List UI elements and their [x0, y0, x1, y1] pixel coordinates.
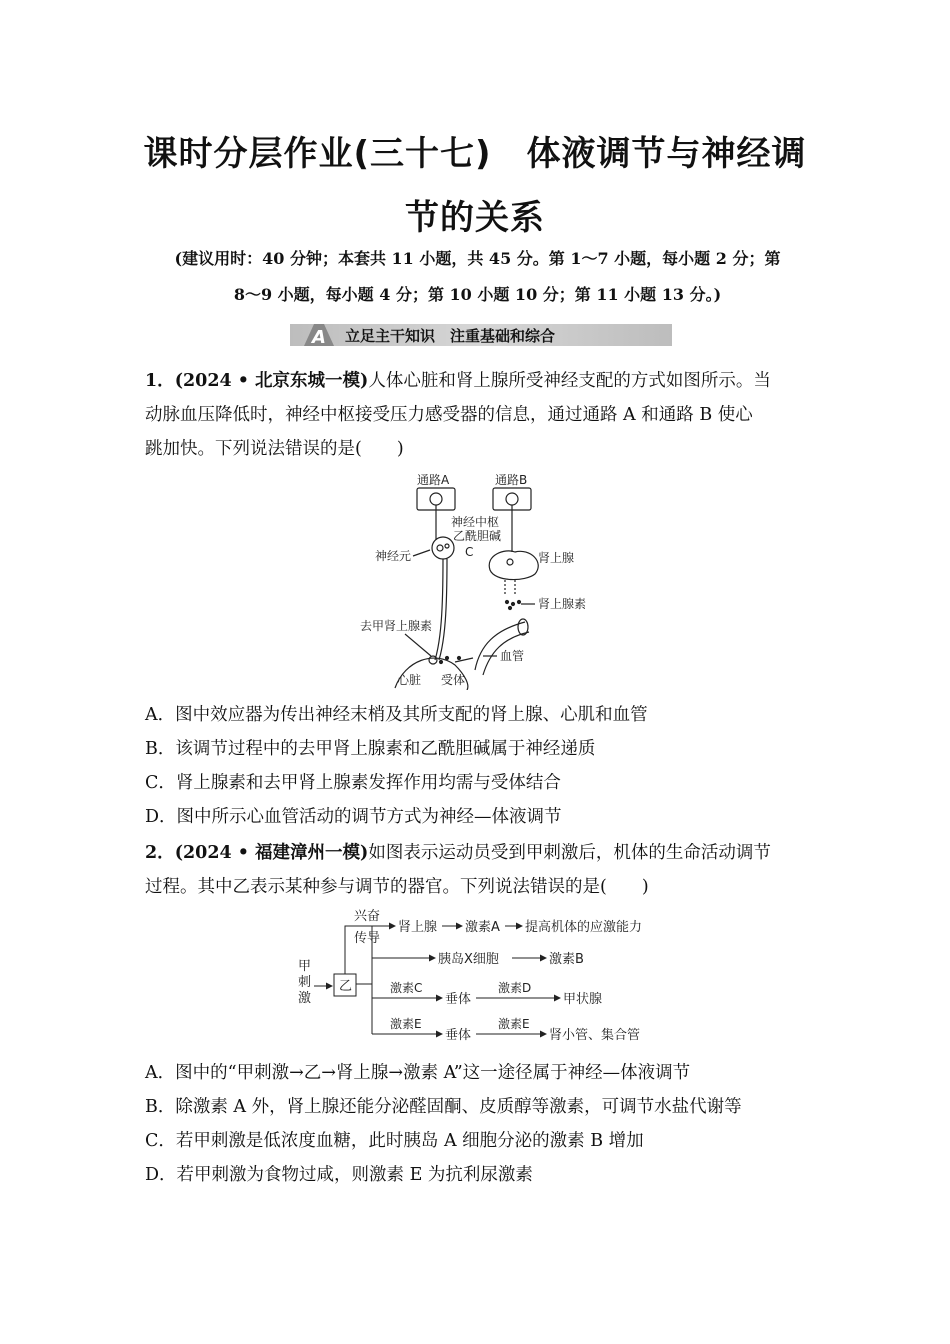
adrenal-label: 肾上腺: [398, 920, 438, 935]
norepinephrine-dot: [458, 657, 461, 660]
stimulus-char3: 激: [298, 991, 312, 1006]
chromaffin-cell-icon: [507, 559, 513, 565]
q2-figure: [290, 906, 670, 1054]
q2-line1: [145, 836, 810, 870]
heart-label: 心脏: [397, 673, 422, 687]
q1-text1: 人体心脏和肾上腺所受神经支配的方式如图所示。当: [368, 371, 771, 391]
epinephrine-dot: [509, 607, 512, 610]
blood-vessel-icon: [518, 619, 528, 635]
q2-text1: 如图表示运动员受到甲刺激后，机体的生命活动调节: [368, 843, 771, 863]
islet-label: 胰岛X细胞: [438, 952, 499, 967]
stimulus-char2: 刺: [298, 975, 312, 990]
epinephrine-dot: [512, 603, 515, 606]
organ-label: 乙: [339, 979, 353, 994]
pituitary1-label: 垂体: [445, 992, 472, 1007]
neuron-body-icon: [445, 544, 449, 548]
synapse-icon: [429, 656, 437, 664]
norepinephrine-pointer: [405, 634, 431, 656]
q1-source: (2024 • 北京东城一模): [174, 371, 369, 391]
hormone-d-label: 激素D: [498, 981, 532, 995]
time-note-line1: (建议用时：40 分钟；本套共 11 小题，共 45 分。第 1～7 小题，每小题 2 分；第: [174, 249, 781, 268]
hormone-c-label: 激素C: [390, 981, 423, 995]
q1-option-d: D．图中所示心血管活动的调节方式为神经—体液调节: [145, 807, 562, 827]
hormone-e2-label: 激素E: [498, 1017, 530, 1031]
excite-label: 兴奋: [354, 909, 381, 924]
effect-a-label: 提高机体的应激能力: [525, 920, 643, 935]
q1-number: 1．: [145, 371, 175, 391]
path-a-label: 通路A: [417, 473, 450, 487]
hormone-b-label: 激素B: [549, 952, 584, 967]
q2-text2: 过程。其中乙表示某种参与调节的器官。下列说法错误的是( ): [145, 877, 649, 897]
q2-source: (2024 • 福建漳州一模): [174, 843, 369, 863]
section-banner: [290, 322, 672, 348]
time-note-line2: 8～9 小题，每小题 4 分；第 10 小题 10 分；第 11 小题 13 分。): [233, 285, 722, 304]
q2-option-d: D．若甲刺激为食物过咸，则激素 E 为抗利尿激素: [145, 1165, 533, 1185]
q1-line1: [145, 364, 810, 398]
norepinephrine-dot: [440, 661, 443, 664]
section-letter: A: [312, 327, 326, 348]
page-title-line1: 课时分层作业(三十七) 体液调节与神经调: [143, 134, 807, 174]
section-label: 立足主干知识 注重基础和综合: [345, 327, 556, 345]
q2-option-b: B．除激素 A 外，肾上腺还能分泌醛固酮、皮质醇等激素，可调节水盐代谢等: [145, 1097, 742, 1117]
q1-figure: [355, 470, 625, 690]
vessel-label: 血管: [500, 649, 525, 663]
norepinephrine-label: 去甲肾上腺素: [360, 619, 433, 633]
adrenal-label: 肾上腺: [538, 551, 575, 565]
c-label: C: [465, 545, 474, 559]
path-a-neuron-icon: [430, 493, 442, 505]
conduct-label: 传导: [354, 931, 381, 946]
secretion-arrow: [505, 580, 515, 596]
q1-option-c: C．肾上腺素和去甲肾上腺素发挥作用均需与受体结合: [145, 773, 561, 793]
q1-option-a: A．图中效应器为传出神经末梢及其所支配的肾上腺、心肌和血管: [145, 705, 648, 725]
path-b-label: 通路B: [495, 473, 528, 487]
epinephrine-dot: [506, 601, 509, 604]
norepinephrine-dot: [446, 657, 449, 660]
kidney-label: 肾小管、集合管: [549, 1028, 641, 1043]
stimulus-char1: 甲: [298, 959, 312, 974]
hormone-a-label: 激素A: [465, 920, 500, 935]
q2-option-a: A．图中的“甲刺激→乙→肾上腺→激素 A”这一途径属于神经—体液调节: [145, 1063, 691, 1083]
pituitary2-label: 垂体: [445, 1028, 472, 1043]
page-title-line2: 节的关系: [405, 198, 545, 238]
neuron-label: 神经元: [375, 549, 412, 563]
q1-text3: 跳加快。下列说法错误的是( ): [145, 439, 404, 459]
q1-option-b: B．该调节过程中的去甲肾上腺素和乙酰胆碱属于神经递质: [145, 739, 596, 759]
adrenal-gland-icon: [489, 551, 538, 580]
center-label: 神经中枢: [451, 515, 500, 529]
q1-text2: 动脉血压降低时，神经中枢接受压力感受器的信息，通过通路 A 和通路 B 使心: [145, 405, 753, 425]
epinephrine-label: 肾上腺素: [538, 597, 587, 611]
q2-option-c: C．若甲刺激是低浓度血糖，此时胰岛 A 细胞分泌的激素 B 增加: [145, 1131, 644, 1151]
neuron-pointer: [413, 550, 430, 556]
thyroid-label: 甲状腺: [563, 992, 603, 1007]
hormone-e1-label: 激素E: [390, 1017, 422, 1031]
receptor-label: 受体: [441, 673, 466, 687]
path-b-neuron-icon: [506, 493, 518, 505]
q2-number: 2．: [145, 843, 175, 863]
epinephrine-dot: [518, 601, 521, 604]
ach-label: 乙酰胆碱: [453, 529, 502, 543]
neuron-body-icon: [437, 545, 443, 551]
